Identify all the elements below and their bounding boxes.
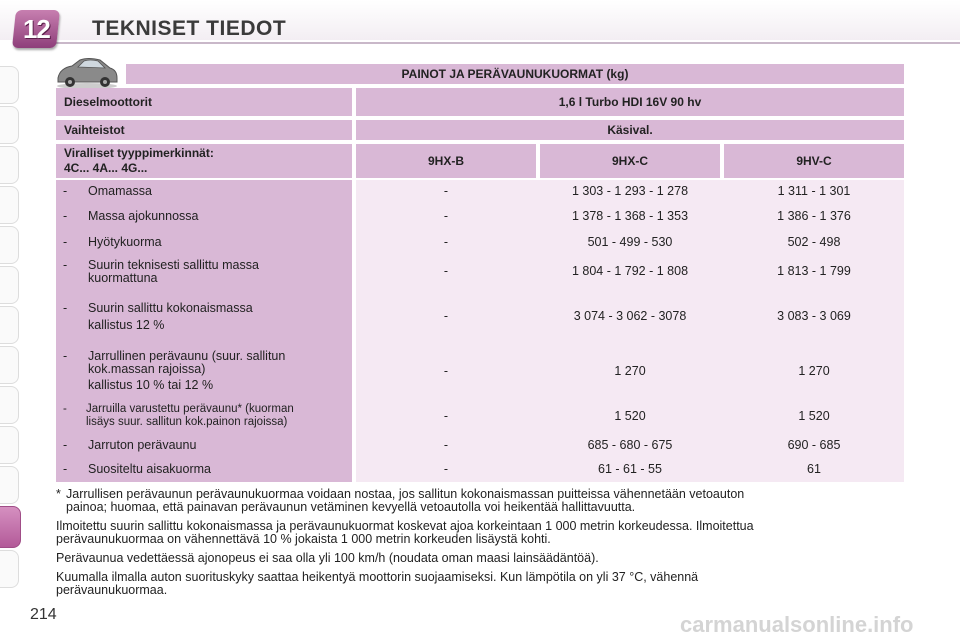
row-value: 1 303 - 1 293 - 1 278: [571, 184, 689, 198]
row-label: Jarrullinen perävaunu (suur. sallitun: [88, 349, 286, 363]
chapter-tab[interactable]: [0, 266, 19, 304]
chapter-number: 12: [22, 13, 50, 44]
engine-value: 1,6 l Turbo HDI 16V 90 hv: [356, 88, 904, 116]
row-value: -: [443, 462, 449, 476]
row-value: -: [443, 235, 449, 249]
row-value: 61: [807, 462, 821, 476]
chapter-tab[interactable]: [0, 106, 19, 144]
row-value: 1 386 - 1 376: [777, 209, 851, 223]
chapter-tab-active[interactable]: [0, 506, 21, 548]
chapter-badge: [12, 10, 60, 48]
note-speed: Perävaunua vedettäessä ajonopeus ei saa olla yli 100 km/h (noudata oman maasi lainsäädäntöä).: [56, 551, 599, 565]
row-label-line2: kuormattuna: [88, 271, 158, 285]
chapter-tab[interactable]: [0, 466, 19, 504]
type-header: 9HX-C: [540, 144, 720, 178]
engine-label: Dieselmoottorit: [56, 88, 352, 116]
row-value: -: [443, 264, 449, 278]
footnote-marker: *: [56, 487, 61, 501]
row-value: -: [443, 209, 449, 223]
gearbox-label: Vaihteistot: [56, 120, 352, 140]
row-value: 685 - 680 - 675: [587, 438, 673, 452]
note-altitude: [56, 520, 904, 546]
row-value: -: [443, 438, 449, 452]
row-value: 1 520: [798, 409, 830, 423]
chapter-tab[interactable]: [0, 306, 19, 344]
row-label: Jarruilla varustettu perävaunu* (kuorman: [86, 403, 294, 415]
watermark: carmanualsonline.info: [680, 612, 914, 637]
row-value: 690 - 685: [787, 438, 841, 452]
row-value: 1 813 - 1 799: [777, 264, 851, 278]
chapter-tab[interactable]: [0, 186, 19, 224]
row-dash: -: [63, 209, 68, 223]
row-dash: -: [63, 349, 68, 363]
table-title: PAINOT JA PERÄVAUNUKUORMAT (kg): [126, 64, 904, 84]
chapter-tab[interactable]: [0, 346, 19, 384]
type-header: 9HV-C: [724, 144, 904, 178]
row-value: 1 270: [614, 364, 646, 378]
notes-section: [56, 488, 904, 603]
row-value: 1 311 - 1 301: [777, 184, 851, 198]
row-label: Suurin teknisesti sallittu massa: [88, 258, 259, 272]
header-divider: [40, 42, 960, 44]
row-dash: -: [63, 301, 68, 315]
page-title: TEKNISET TIEDOT: [92, 17, 287, 40]
chapter-tab[interactable]: [0, 146, 19, 184]
types-label-line2: 4C... 4A... 4G...: [64, 161, 148, 175]
row-value: 501 - 499 - 530: [587, 235, 673, 249]
row-dash: -: [63, 403, 67, 415]
chapter-tab[interactable]: [0, 66, 19, 104]
row-value: 3 083 - 3 069: [777, 309, 851, 323]
footnote-line2: painoa; huomaa, että painavan perävaunun vetäminen kevyellä vetoautolla voi heikentää hallittavuutta.: [66, 500, 636, 514]
row-dash: -: [63, 462, 68, 476]
type-header: 9HX-B: [356, 144, 536, 178]
row-value: -: [443, 364, 449, 378]
row-value: -: [443, 409, 449, 423]
row-dash: -: [63, 438, 68, 452]
row-value: -: [443, 309, 449, 323]
row-label: Hyötykuorma: [88, 235, 162, 249]
chapter-tab[interactable]: [0, 386, 19, 424]
note4-line2: perävaunukuormaa.: [56, 583, 168, 597]
row-label: Suositeltu aisakuorma: [88, 462, 211, 476]
row-label: Jarruton perävaunu: [88, 438, 197, 452]
row-dash: -: [63, 258, 68, 272]
row-label: Omamassa: [88, 184, 152, 198]
gearbox-value: Käsival.: [356, 120, 904, 140]
value-columns: [356, 180, 904, 482]
row-label: Massa ajokunnossa: [88, 209, 199, 223]
row-label: Suurin sallittu kokonaismassa: [88, 301, 253, 315]
row-value: 3 074 - 3 062 - 3078: [573, 309, 687, 323]
types-label-line1: Viralliset tyyppimerkinnät:: [64, 146, 214, 160]
chapter-tab[interactable]: [0, 226, 19, 264]
page-header: [0, 0, 960, 52]
row-value: 1 270: [798, 364, 830, 378]
note-heat: [56, 571, 904, 597]
row-value: -: [443, 184, 449, 198]
car-icon: [54, 56, 120, 90]
row-label-line2: kallistus 12 %: [88, 318, 165, 332]
row-value: 1 378 - 1 368 - 1 353: [571, 209, 689, 223]
note4-line1: Kuumalla ilmalla auton suorituskyky saattaa heikentyä moottorin suojaamiseksi. Kun lämpötila on yli 37 °C, vähennä: [56, 570, 699, 584]
row-value: 1 520: [614, 409, 646, 423]
chapter-tab[interactable]: [0, 550, 19, 588]
row-dash: -: [63, 235, 68, 249]
row-label-line2: lisäys suur. sallitun kok.painon rajoissa): [86, 416, 288, 428]
row-value: 502 - 498: [787, 235, 841, 249]
row-value: 61 - 61 - 55: [598, 462, 662, 476]
footnote: [56, 488, 904, 514]
footnote-line1: Jarrullisen perävaunun perävaunukuormaa voidaan nostaa, jos sallitun kokonaismassan puitteissa vähennetään vetoauton: [66, 487, 745, 501]
note2-line2: perävaunukuormaa on vähennettävä 10 % jokaista 1 000 metrin korkeuden lisäystä kohti.: [56, 532, 551, 546]
types-label: [56, 144, 352, 178]
chapter-tab[interactable]: [0, 426, 19, 464]
row-label-line3: kallistus 10 % tai 12 %: [88, 378, 214, 392]
row-dash: -: [63, 184, 68, 198]
page-number: 214: [30, 606, 57, 623]
row-label-line2: kok.massan rajoissa): [88, 362, 206, 376]
row-value: 1 804 - 1 792 - 1 808: [571, 264, 689, 278]
note2-line1: Ilmoitettu suurin sallittu kokonaismassa ja perävaunukuormat koskevat ajoa korkeintaan 1 000 metrin korkeudessa. Ilmoitettua: [56, 519, 754, 533]
